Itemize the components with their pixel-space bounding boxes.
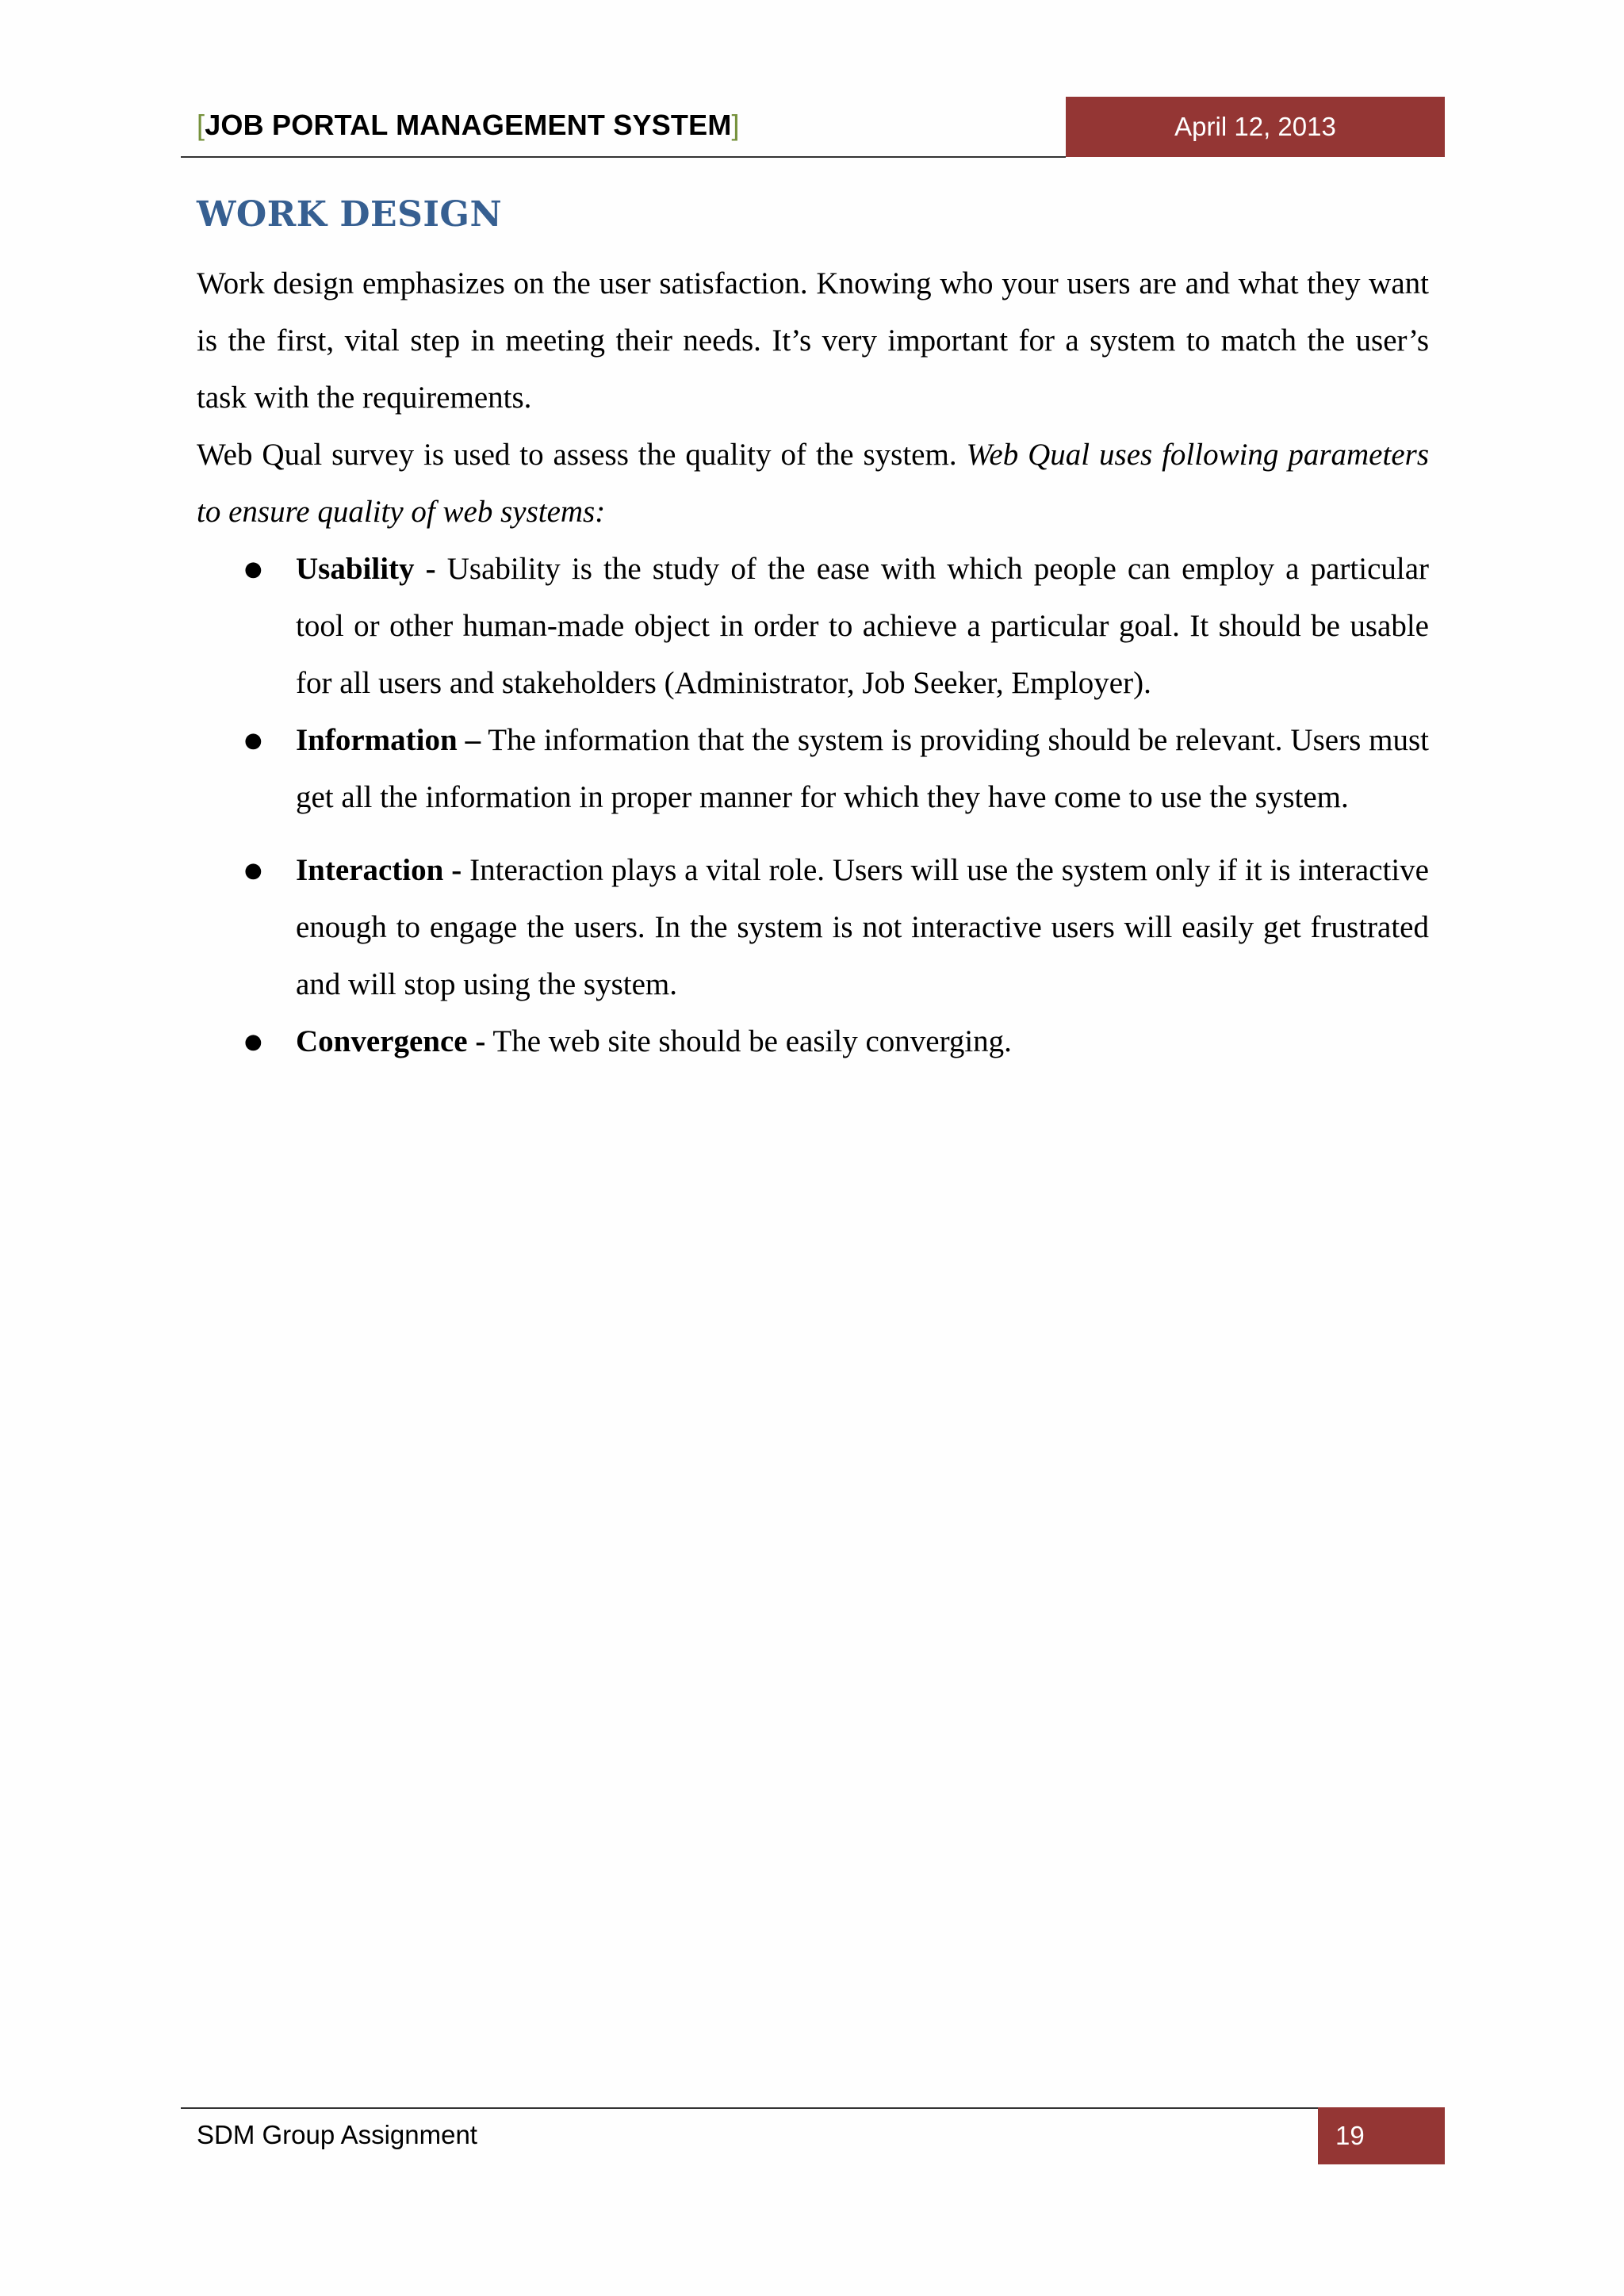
- bullet-icon: ●: [244, 557, 262, 581]
- list-item: [197, 1013, 1429, 1070]
- parameter-list: [197, 541, 1429, 1070]
- footer-divider: [181, 2107, 1318, 2109]
- document-title: JOB PORTAL MANAGEMENT SYSTEM: [205, 109, 732, 141]
- section-body: [197, 255, 1429, 1070]
- survey-text: Web Qual survey is used to assess the quality of the system.: [197, 438, 957, 472]
- parameter-text: The web site should be easily converging.: [492, 1024, 1012, 1058]
- footer-text: SDM Group Assignment: [197, 2120, 477, 2149]
- bullet-icon: ●: [244, 859, 262, 882]
- header-title: [197, 109, 740, 142]
- page-number: 19: [1318, 2107, 1445, 2164]
- parameter-term: Information –: [296, 723, 481, 757]
- intro-paragraph: Work design emphasizes on the user satisfaction. Knowing who your users are and what they want is the first, vital step in meeting their needs. It’s very important for a system to match the user’s task with the requirements.: [197, 266, 1429, 415]
- survey-paragraph: [197, 427, 1429, 541]
- section-heading: WORK DESIGN: [197, 194, 503, 235]
- parameter-text: Interaction plays a vital role. Users will use the system only if it is interactive enough to engage the users. In the system is not interactive users will easily get frustrated and will stop using the system.: [296, 853, 1429, 1001]
- header-date: April 12, 2013: [1066, 97, 1445, 157]
- survey-italic-text: Web Qual uses following parameters to ensure quality of web systems:: [197, 438, 1429, 529]
- parameter-term: Usability -: [296, 552, 436, 586]
- parameter-term: Interaction -: [296, 853, 462, 887]
- parameter-term: Convergence -: [296, 1024, 486, 1058]
- list-item: [197, 712, 1429, 826]
- bullet-icon: ●: [244, 1030, 262, 1054]
- parameter-text: The information that the system is providing should be relevant. Users must get all the information in proper manner for which they have come to use the system.: [296, 723, 1430, 814]
- header-divider: [181, 156, 1066, 158]
- parameter-text: Usability is the study of the ease with which people can employ a particular tool or other human-made object in order to achieve a particular goal. It should be usable for all users and stakeholders (Administrator, Job Seeker, Employer).: [296, 552, 1430, 700]
- list-item: [197, 842, 1429, 1013]
- bracket-close: ]: [731, 109, 740, 141]
- bullet-icon: ●: [244, 729, 262, 752]
- list-item: [197, 541, 1429, 712]
- bracket-open: [: [197, 109, 205, 141]
